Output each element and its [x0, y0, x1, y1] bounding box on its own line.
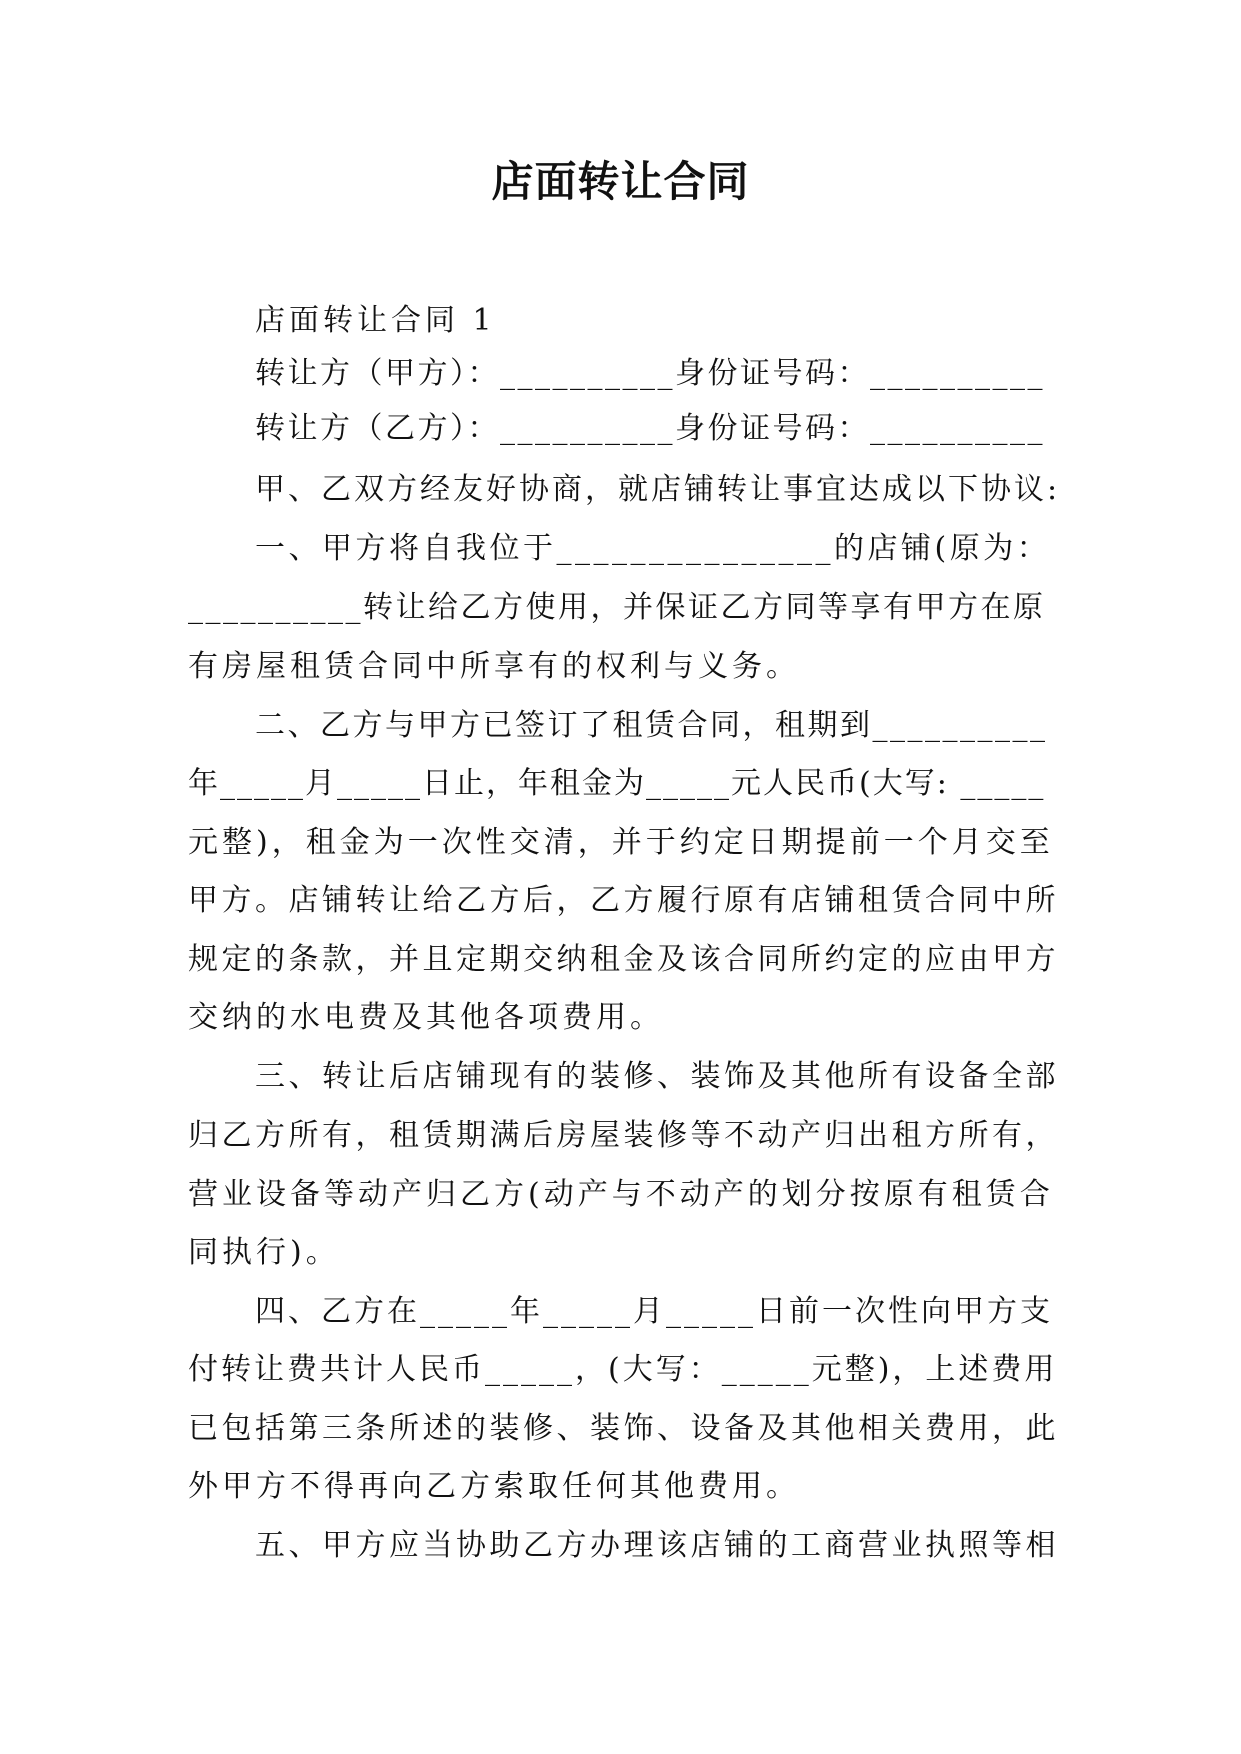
doc-line-22: 五、甲方应当协助乙方办理该店铺的工商营业执照等相: [255, 1528, 1059, 1563]
doc-line-21: 外甲方不得再向乙方索取任何其他费用。: [188, 1469, 800, 1504]
doc-line-6: __________转让给乙方使用，并保证乙方同等享有甲方在原: [188, 590, 1046, 625]
doc-line-11: 甲方。店铺转让给乙方后，乙方履行原有店铺租赁合同中所: [188, 883, 1059, 918]
doc-line-2: 转让方（甲方）：__________身份证号码：__________: [255, 356, 1045, 391]
doc-line-19: 付转让费共计人民币_____，(大写：_____元整)，上述费用: [188, 1352, 1058, 1387]
doc-line-14: 三、转让后店铺现有的装修、装饰及其他所有设备全部: [255, 1059, 1059, 1094]
doc-line-4: 甲、乙双方经友好协商，就店铺转让事宜达成以下协议:: [255, 472, 1061, 507]
doc-line-17: 同执行)。: [188, 1235, 340, 1270]
doc-line-5: 一、甲方将自我位于_______________的店铺(原为：: [255, 531, 1051, 566]
doc-line-13: 交纳的水电费及其他各项费用。: [188, 1000, 664, 1035]
doc-line-8: 二、乙方与甲方已签订了租赁合同，租期到__________: [255, 708, 1048, 743]
document-title: 店面转让合同: [491, 157, 750, 206]
doc-line-9: 年_____月_____日止，年租金为_____元人民币(大写: _____: [188, 766, 1046, 801]
doc-line-20: 已包括第三条所述的装修、装饰、设备及其他相关费用，此: [188, 1411, 1059, 1446]
doc-line-3: 转让方（乙方）：__________身份证号码：__________: [255, 411, 1045, 446]
doc-line-12: 规定的条款，并且定期交纳租金及该合同所约定的应由甲方: [188, 942, 1059, 977]
doc-line-1: 店面转让合同 1: [255, 303, 496, 338]
doc-line-15: 归乙方所有，租赁期满后房屋装修等不动产归出租方所有，: [188, 1118, 1059, 1153]
doc-line-7: 有房屋租赁合同中所享有的权利与义务。: [188, 649, 800, 684]
doc-line-16: 营业设备等动产归乙方(动产与不动产的划分按原有租赁合: [188, 1177, 1054, 1212]
doc-line-18: 四、乙方在_____年_____月_____日前一次性向甲方支: [255, 1294, 1053, 1329]
doc-line-10: 元整)，租金为一次性交清，并于约定日期提前一个月交至: [188, 825, 1054, 860]
